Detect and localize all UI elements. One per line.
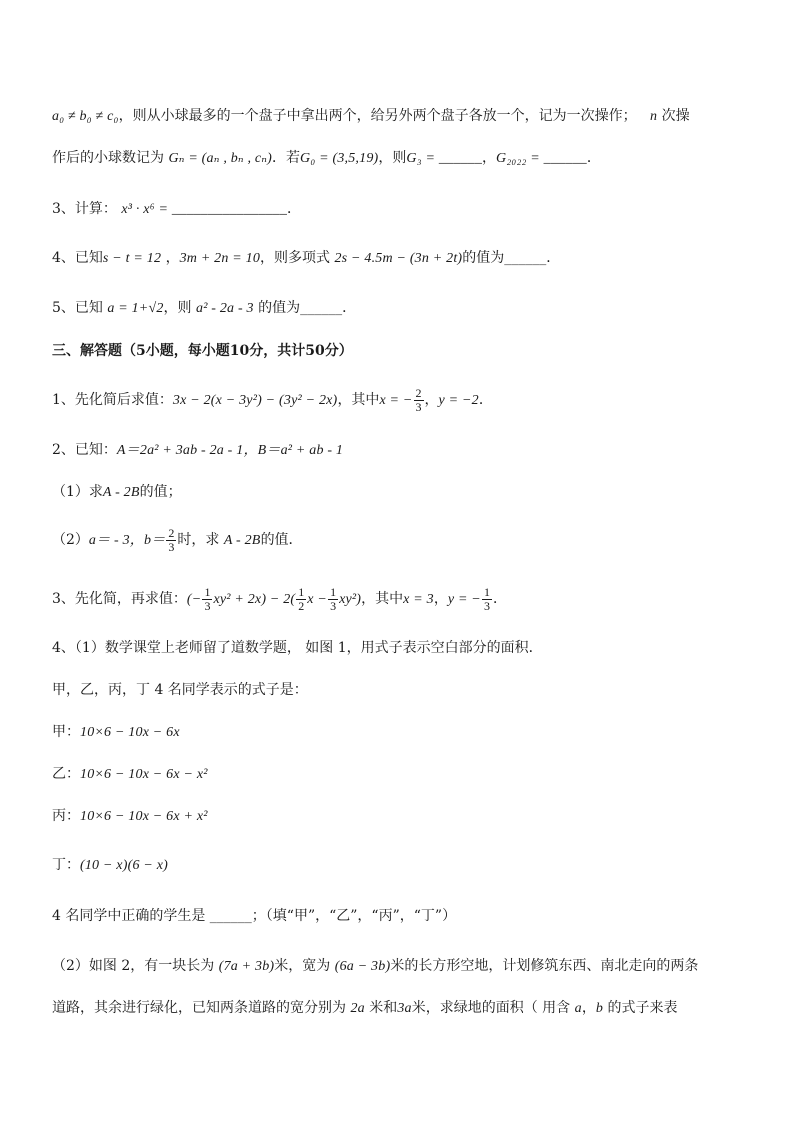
math-expr: x = −: [379, 393, 413, 408]
math-expr: a = 1+√2: [107, 301, 164, 316]
text: 的值；: [139, 484, 182, 500]
math-expr: 10×6 − 10x − 6x + x²: [80, 809, 208, 824]
numerator: 1: [330, 584, 337, 599]
text: ，其中: [337, 392, 380, 408]
math-expr: A＝2a² + 3ab - 2a - 1，B＝a² + ab - 1: [116, 443, 344, 458]
math-expr: s − t = 12: [102, 251, 162, 266]
denominator: 3: [204, 598, 211, 613]
text: ，其中: [361, 591, 404, 607]
label: 乙：: [52, 766, 80, 782]
denominator: 3: [415, 399, 422, 414]
math-expr: 2a: [350, 1001, 365, 1016]
text: 米，求绿地的面积（ 用含: [411, 1000, 575, 1016]
answer-bing: [52, 804, 754, 829]
text: ，则从小球最多的一个盘子中拿出两个，给另外两个盘子各放一个，记为一次操作；: [118, 108, 637, 124]
text: 作后的小球数记为: [52, 150, 164, 166]
question-2-part-1: [52, 480, 754, 505]
fraction: [328, 586, 338, 613]
denominator: 2: [298, 598, 305, 613]
denominator: 3: [330, 598, 337, 613]
question-4: [52, 246, 754, 271]
solution-question-2: [52, 438, 754, 463]
text: 米和: [364, 1000, 398, 1016]
label: 丁：: [52, 857, 80, 873]
text: 次操: [661, 108, 690, 124]
math-inequality: a₀ ≠ b₀ ≠ c₀: [52, 109, 119, 124]
math-expr: 3a: [397, 1001, 412, 1016]
math-expr: (−: [186, 592, 202, 607]
answer-ding: [52, 853, 754, 878]
solution-question-4-part-1: 4、（1）数学课堂上老师留了道数学题， 如图 1，用式子表示空白部分的面积．: [52, 640, 543, 656]
denominator: 3: [168, 539, 175, 554]
fraction: [414, 387, 424, 414]
math-expr: 3x − 2(x − 3y²) − (3y² − 2x): [172, 393, 338, 408]
text: ，则多项式: [260, 250, 331, 266]
math-expr: a＝ - 3，b＝: [88, 533, 166, 548]
text: ．: [478, 392, 493, 408]
solution-question-4-part-2: [52, 954, 754, 979]
text: ，: [482, 150, 497, 166]
math-expr: xy² + 2x) − 2(: [213, 592, 296, 607]
text: ，则: [163, 300, 196, 316]
math-expr: 3m + 2n = 10: [179, 251, 261, 266]
text: 时，求: [177, 532, 220, 548]
question-4-part-2-cont: [52, 996, 754, 1021]
text: 米的长方形空地，计划修筑东西、南北走向的两条: [390, 958, 699, 974]
text: 的值为______．: [462, 250, 561, 266]
math-expr: a² - 2a - 3: [196, 301, 254, 316]
text: ，: [581, 1000, 596, 1016]
label: 丙：: [52, 808, 80, 824]
math-expr: y = −: [447, 592, 481, 607]
text: 2、已知：: [52, 442, 117, 458]
numerator: 2: [168, 525, 175, 540]
math-expr: Gₙ = (aₙ , bₙ , cₙ): [168, 151, 273, 166]
fraction: [482, 586, 492, 613]
problem-text-line-2: [52, 146, 754, 171]
text: ．若: [272, 150, 301, 166]
text: 3、计算：: [52, 201, 117, 217]
math-expr: x = 3: [403, 592, 434, 607]
text: （2）如图 2，有一块长为: [52, 958, 219, 974]
math-expr: A - 2B: [102, 485, 140, 500]
math-expr: (6a − 3b): [334, 959, 391, 974]
fraction: [296, 586, 306, 613]
text: （1）求: [52, 484, 103, 500]
text: 4、已知: [52, 250, 103, 266]
math-expr: 10×6 − 10x − 6x: [80, 725, 180, 740]
answer-jia: [52, 720, 754, 745]
text: 5、已知: [52, 300, 108, 316]
math-expr: y = −2: [438, 393, 479, 408]
math-var: b: [595, 1001, 604, 1016]
text: （2）: [52, 532, 89, 548]
numerator: 1: [483, 584, 490, 599]
question-5: [52, 296, 754, 321]
text: ，则: [378, 150, 407, 166]
denominator: 3: [483, 598, 490, 613]
text: 3、先化简，再求值：: [52, 591, 187, 607]
text: 道路，其余进行绿化，已知两条道路的宽分别为: [52, 1000, 351, 1016]
text: 1、先化简后求值：: [52, 392, 173, 408]
fraction: [202, 586, 212, 613]
text: 的式子来表: [603, 1000, 678, 1016]
text: ．: [586, 150, 601, 166]
math-expr: A - 2B: [223, 533, 261, 548]
text: 米，宽为: [274, 958, 335, 974]
question-4-fill-blank: 4 名同学中正确的学生是 ______；（填“甲”，“乙”，“丙”，“丁”）: [52, 908, 457, 924]
question-4-intro: 甲，乙，丙，丁 4 名同学表示的式子是：: [52, 682, 308, 698]
section-heading: 三、解答题（5小题，每小题10分，共计50分）: [52, 343, 353, 359]
answer-yi: [52, 762, 754, 787]
text: ，: [424, 392, 439, 408]
math-expr: x³ · x⁶ = ________________: [121, 202, 288, 217]
text: ，: [165, 250, 180, 266]
math-expr: x −: [307, 592, 328, 607]
answer-blank: G₂₀₂₂ = ______: [496, 151, 587, 166]
numerator: 2: [415, 385, 422, 400]
solution-question-1: [52, 385, 754, 416]
text: ，: [433, 591, 448, 607]
numerator: 1: [298, 584, 305, 599]
math-var: n: [649, 109, 658, 124]
text: 的值为______．: [253, 300, 357, 316]
question-3: [52, 197, 754, 222]
text: ．: [287, 201, 302, 217]
math-var: a: [574, 1001, 582, 1016]
math-expr: (7a + 3b): [218, 959, 275, 974]
numerator: 1: [204, 584, 211, 599]
answer-blank: G₃ = ______: [406, 151, 483, 166]
text: 的值．: [260, 532, 303, 548]
math-expr: 2s − 4.5m − (3n + 2t): [334, 251, 463, 266]
solution-question-3: [52, 584, 754, 615]
text: ．: [492, 591, 507, 607]
label: 甲：: [52, 724, 80, 740]
math-expr: (10 − x)(6 − x): [80, 858, 168, 873]
math-expr: G₀ = (3,5,19): [300, 151, 379, 166]
question-2-part-2: [52, 525, 754, 556]
problem-text-line-1: [52, 104, 754, 129]
fraction: [166, 527, 176, 554]
math-expr: xy²): [339, 592, 362, 607]
math-expr: 10×6 − 10x − 6x − x²: [80, 767, 208, 782]
